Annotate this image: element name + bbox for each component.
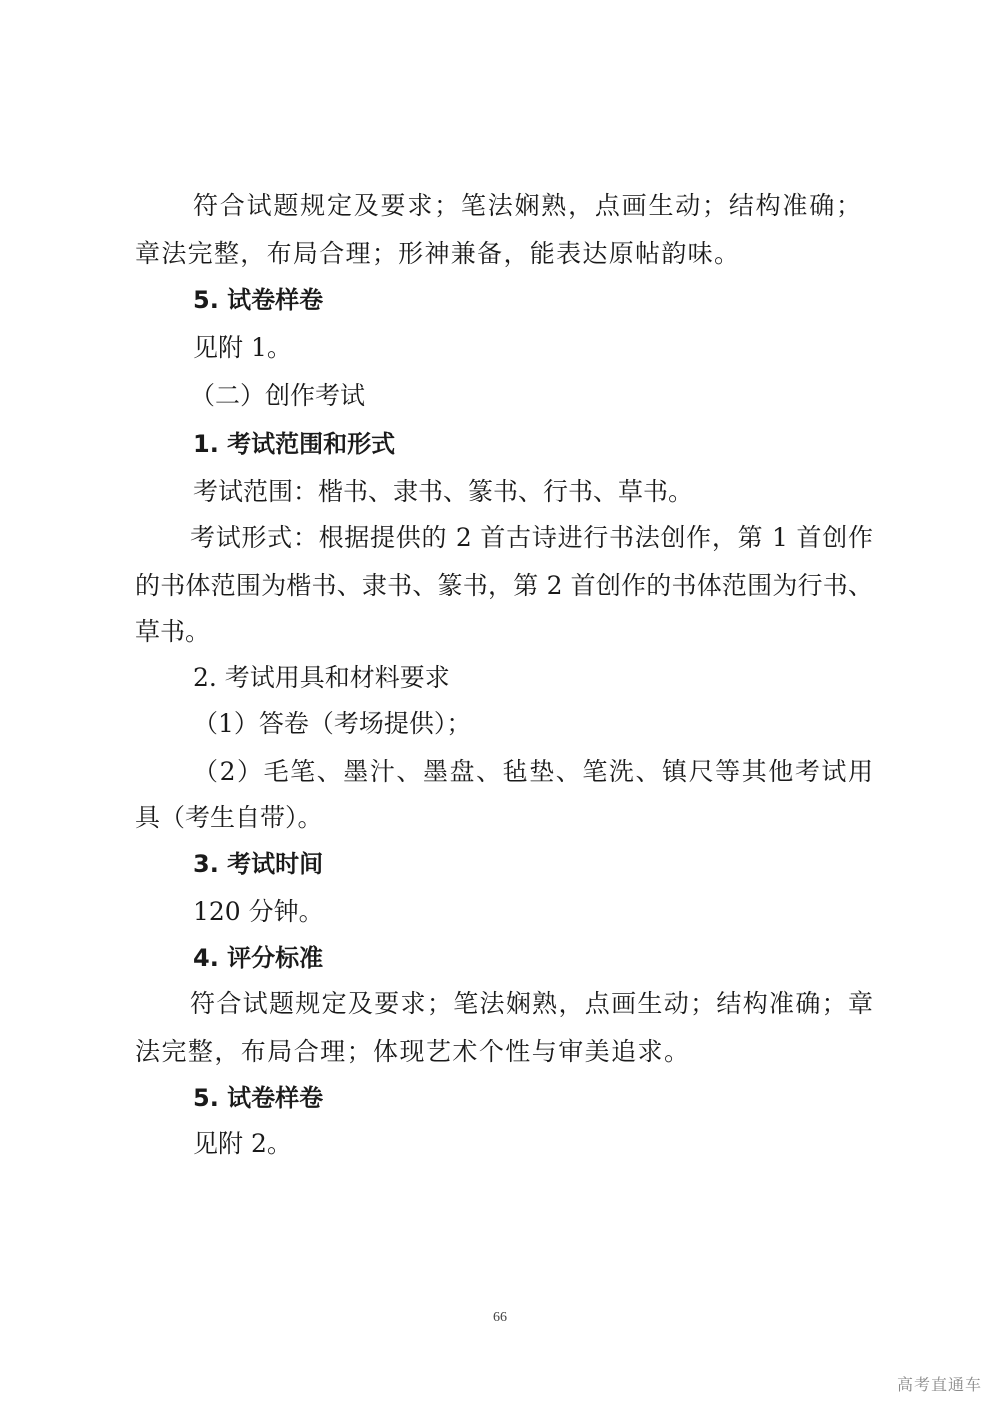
paragraph-line: 符合试题规定及要求；笔法娴熟，点画生动；结构准确； <box>193 191 861 220</box>
paragraph-line: 的书体范围为楷书、隶书、篆书，第 2 首创作的书体范围为行书、 <box>135 571 873 600</box>
paragraph-line: 章法完整，布局合理；形神兼备，能表达原帖韵味。 <box>135 239 739 268</box>
page-number: 66 <box>493 1310 507 1325</box>
section-heading: 3. 考试时间 <box>193 850 324 878</box>
section-heading: 5. 试卷样卷 <box>193 286 324 314</box>
paragraph-line: 草书。 <box>135 617 211 646</box>
section-heading: （二）创作考试 <box>190 381 366 410</box>
paragraph-line: 符合试题规定及要求；笔法娴熟，点画生动；结构准确；章 <box>190 989 873 1018</box>
section-heading: 1. 考试范围和形式 <box>193 430 396 458</box>
paragraph-line: 见附 1。 <box>193 333 292 362</box>
section-heading: 4. 评分标准 <box>193 944 324 972</box>
paragraph-line: 120 分钟。 <box>193 897 324 926</box>
section-heading: 2. 考试用具和材料要求 <box>193 663 450 692</box>
paragraph-line: 具（考生自带）。 <box>135 803 323 832</box>
watermark: 高考直通车 <box>896 1375 982 1394</box>
paragraph-line: （2）毛笔、墨汁、墨盘、毡垫、笔洗、镇尺等其他考试用 <box>193 757 873 786</box>
paragraph-line: 见附 2。 <box>193 1129 292 1158</box>
paragraph-line: 考试形式：根据提供的 2 首古诗进行书法创作，第 1 首创作 <box>190 523 873 552</box>
paragraph-line: （1）答卷（考场提供）； <box>193 709 472 738</box>
section-heading: 5. 试卷样卷 <box>193 1084 324 1112</box>
paragraph-line: 考试范围：楷书、隶书、篆书、行书、草书。 <box>193 477 694 506</box>
paragraph-line: 法完整，布局合理；体现艺术个性与审美追求。 <box>135 1037 689 1066</box>
